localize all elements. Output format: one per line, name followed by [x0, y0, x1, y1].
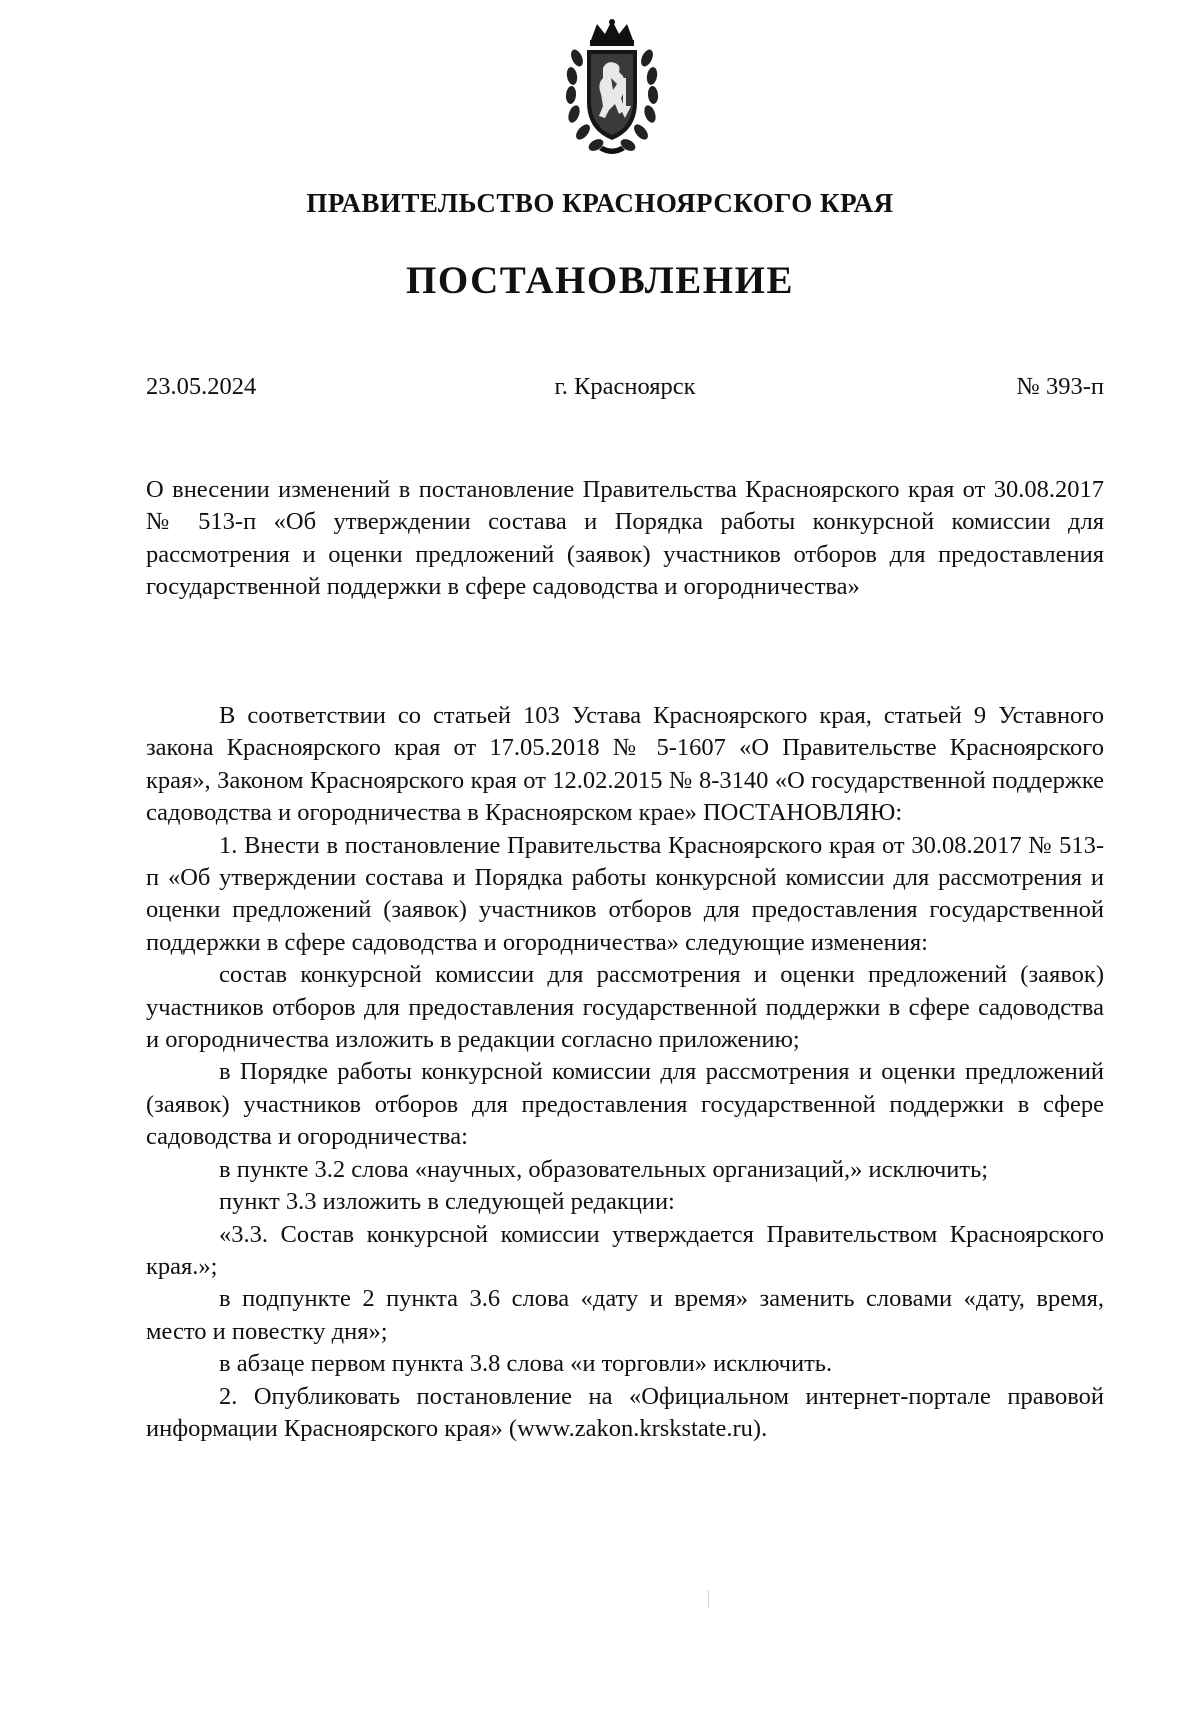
amendment-paragraph: в Порядке работы конкурсной комиссии для рассмотрения и оценки предложений (заявок) участников отборов для предоставления государственной поддержки в сфере садоводства и огородничества:	[146, 1058, 1104, 1151]
preamble-paragraph: В соответствии со статьей 103 Устава Красноярского края, статьей 9 Уставного закона Красноярского края от 17.05.2018 № 5-1607 «О Правительстве Красноярского края», Законом Красноярского края от 12.02.2015 № 8-3140 «О государственной поддержке садоводства и огородничества в Красноярском крае» ПОСТАНОВЛЯЮ:	[146, 702, 1104, 827]
coat-of-arms-icon	[561, 18, 663, 158]
document-subject: О внесении изменений в постановление Правительства Красноярского края от 30.08.2017 № 513-п «Об утверждении состава и Порядка работы конкурсной комиссии для рассмотрения и оценки предложений (заявок) участников отборов для предоставления государственной поддержки в сфере садоводства и огородничества»	[146, 476, 1104, 601]
amendment-paragraph: в абзаце первом пункта 3.8 слова «и торговли» исключить.	[219, 1350, 833, 1378]
amendment-paragraph: пункт 3.3 изложить в следующей редакции:	[219, 1188, 675, 1216]
clause-1-paragraph: 1. Внести в постановление Правительства Красноярского края от 30.08.2017 № 513-п «Об утверждении состава и Порядка работы конкурсной комиссии для рассмотрения и оценки предложений (заявок) участников отборов для предоставления государственной поддержки в сфере садоводства и огородничества» следующие изменения:	[146, 831, 1104, 956]
organization-title: ПРАВИТЕЛЬСТВО КРАСНОЯРСКОГО КРАЯ	[306, 188, 894, 218]
clause-2-paragraph: 2. Опубликовать постановление на «Официальном интернет-портале правовой информации Красноярского края» (www.zakon.krskstate.ru).	[146, 1382, 1104, 1442]
scan-mark	[708, 1590, 709, 1608]
document-number: № 393-п	[1016, 373, 1104, 400]
amendment-paragraph: в пункте 3.2 слова «научных, образовательных организаций,» исключить;	[219, 1155, 989, 1183]
amendment-paragraph: «3.3. Состав конкурсной комиссии утверждается Правительством Красноярского края.»;	[146, 1220, 1104, 1280]
document-date: 23.05.2024	[146, 373, 257, 400]
amendment-paragraph: в подпункте 2 пункта 3.6 слова «дату и время» заменить словами «дату, время, место и повестку дня»;	[146, 1285, 1104, 1345]
amendment-paragraph: состав конкурсной комиссии для рассмотрения и оценки предложений (заявок) участников отборов для предоставления государственной поддержки в сфере садоводства и огородничества изложить в редакции согласно приложению;	[146, 961, 1104, 1054]
document-type-heading: ПОСТАНОВЛЕНИЕ	[405, 259, 794, 302]
document-city: г. Красноярск	[554, 373, 696, 400]
document-body	[146, 700, 1104, 1445]
